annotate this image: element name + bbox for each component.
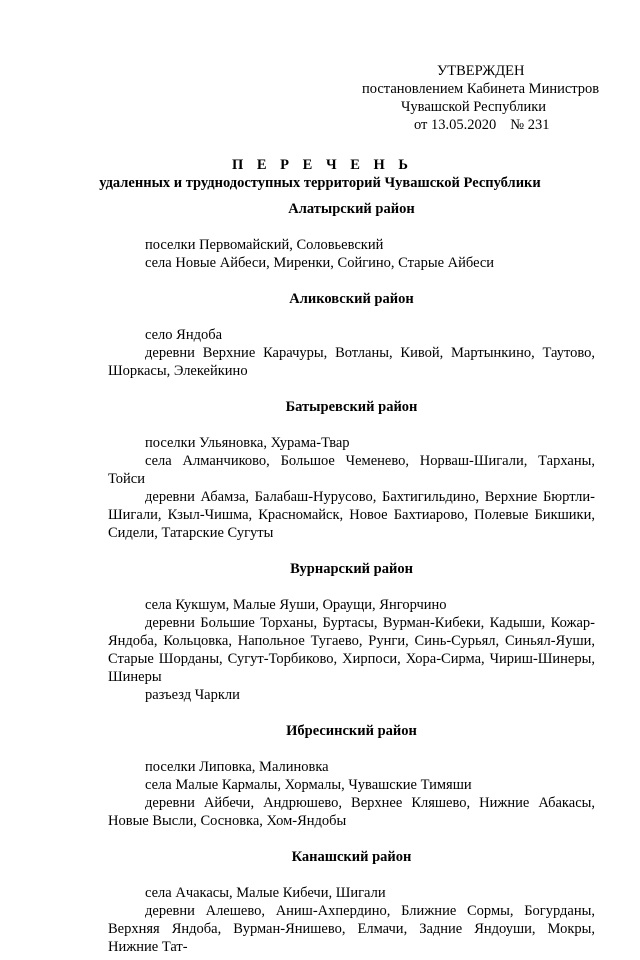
settlement-line: села Новые Айбеси, Миренки, Сойгино, Старые Айбеси	[145, 255, 495, 271]
settlement-line: деревни Айбечи, Андрюшево, Верхнее Кляшево, Нижние Абакасы, Новые Высли, Сосновка, Хом-Яндобы	[108, 795, 595, 829]
settlement-line: деревни Алешево, Аниш-Ахпердино, Ближние Сормы, Богурданы, Верхняя Яндоба, Вурман-Янишево, Елмачи, Задние Яндоуши, Мокры, Нижние Тат-	[108, 903, 595, 955]
settlement-line: деревни Верхние Карачуры, Вотланы, Кивой, Мартынкино, Таутово, Шоркасы, Элекейкино	[108, 345, 595, 379]
settlement-line: села Ачакасы, Малые Кибечи, Шигали	[145, 885, 386, 901]
settlement-line: поселки Ульяновка, Хурама-Твар	[145, 435, 350, 451]
approval-date-number	[360, 116, 605, 134]
approval-authority: постановлением Кабинета Министров	[362, 81, 600, 97]
district-name: Алатырский район	[288, 201, 415, 217]
district-list	[108, 200, 595, 960]
settlement-line: поселки Липовка, Малиновка	[145, 759, 329, 775]
settlement-line: деревни Большие Торханы, Буртасы, Вурман-Кибеки, Кадыши, Кожар-Яндоба, Кольцовка, Напольное Тугаево, Рунги, Синь-Сурьял, Синьял-Яуши, Старые Шорданы, Сугут-Торбиково, Хирпоси, Хора-Сирма, Чириш-Шинеры, Шинеры	[108, 615, 595, 685]
district-kanashsky	[108, 848, 595, 956]
document-title: П Е Р Е Ч Е Н Ь	[231, 157, 414, 173]
settlement-line: село Яндоба	[145, 327, 223, 343]
district-ibresinsky	[108, 722, 595, 830]
district-name: Аликовский район	[289, 291, 414, 307]
document-subtitle: удаленных и труднодоступных территорий Чувашской Республики	[99, 175, 541, 191]
settlement-line: села Алманчиково, Большое Чеменево, Норваш-Шигали, Тарханы, Тойси	[108, 453, 595, 487]
settlement-line: разъезд Чаркли	[145, 687, 240, 703]
document-title-block	[0, 156, 640, 192]
approval-republic: Чувашской Республики	[401, 99, 547, 115]
district-alatyrsky	[108, 200, 595, 272]
approval-date: от 13.05.2020	[414, 117, 497, 133]
settlement-line: села Малые Кармалы, Хормалы, Чувашские Тимяши	[145, 777, 472, 793]
district-name: Ибресинский район	[286, 723, 417, 739]
approval-number: № 231	[510, 117, 550, 133]
district-name: Батыревский район	[285, 399, 418, 415]
district-name: Канашский район	[291, 849, 412, 865]
approval-stamp	[360, 62, 605, 134]
settlement-line: деревни Абамза, Балабаш-Нурусово, Бахтигильдино, Верхние Бюртли-Шигали, Кзыл-Чишма, Красномайск, Новое Бахтиарово, Полевые Бикшики, Сидели, Татарские Сугуты	[108, 489, 595, 541]
settlement-line: поселки Первомайский, Соловьевский	[145, 237, 384, 253]
district-alikovsky	[108, 290, 595, 380]
district-vurnarsky	[108, 560, 595, 704]
district-name: Вурнарский район	[290, 561, 413, 577]
approval-heading: УТВЕРЖДЕН	[437, 63, 525, 79]
settlement-line: села Кукшум, Малые Яуши, Ораущи, Янгорчино	[145, 597, 447, 613]
district-batyrevsky	[108, 398, 595, 542]
